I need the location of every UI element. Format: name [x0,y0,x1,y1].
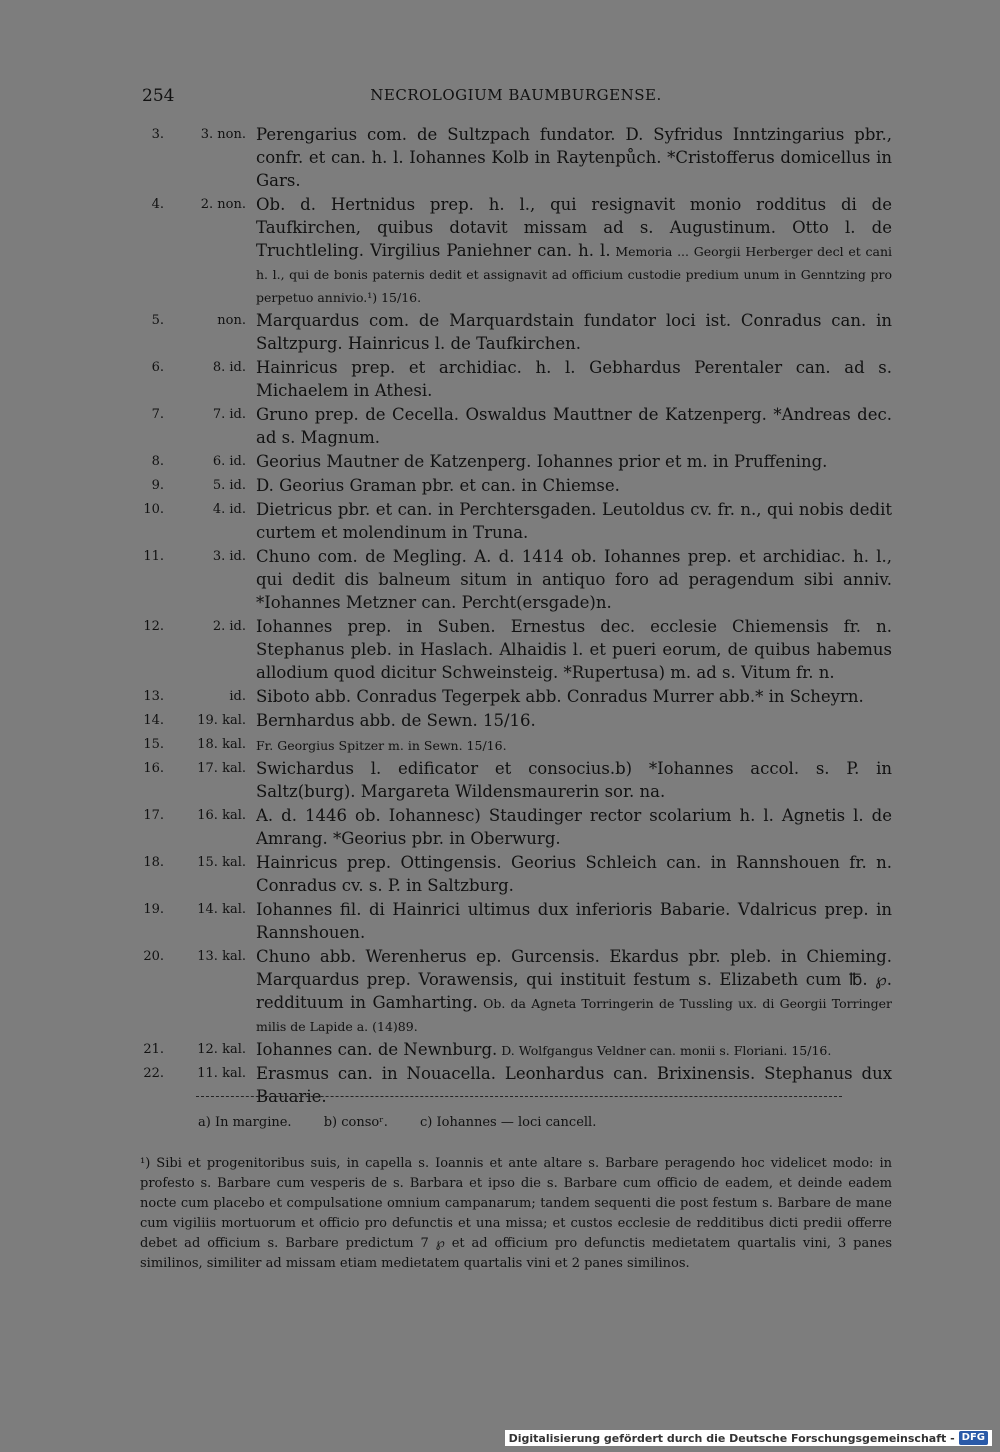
entry-main-text: Iohannes prep. in Suben. Ernestus dec. ecclesie Chiemensis fr. n. Stephanus pleb. in Haslach. Alhaidis l. et pueri eorum, de quibus habemus allodium quod dicitur Schweinsteig. *Rupertusa) m. ad s. Vitum fr. n. [256,617,892,682]
footnote-a: a) In margine. [198,1115,292,1130]
entry-day-number: 9. [151,478,164,493]
entry-main-text: Erasmus can. in Nouacella. Leonhardus can. Brixinensis. Stephanus dux Bauarie. [256,1064,892,1106]
credit-text: Digitalisierung gefördert durch die Deutsche Forschungsgemeinschaft - [508,1431,955,1445]
entry-day-number: 19. [143,902,164,917]
entry-main-text: Marquardus com. de Marquardstain fundator loci ist. Conradus can. in Saltzpurg. Hainricus l. de Taufkirchen. [256,311,892,353]
entry-roman-date: 16. kal. [197,808,246,823]
entry-text [256,709,892,732]
entry-roman-date: 2. non. [200,197,246,212]
entry-row [140,356,892,402]
entry-text [256,733,892,756]
entry-day-number: 20. [143,949,164,964]
entry-row [140,403,892,449]
entry-row [140,193,892,308]
entry-roman-date: 17. kal. [197,761,246,776]
entry-small-text: D. Wolfgangus Veldner can. monii s. Floriani. 15/16. [497,1043,832,1058]
page-header [142,86,890,110]
entry-text [256,851,892,897]
entry-day-number: 17. [143,808,164,823]
entry-main-text: Swichardus l. edificator et consocius.b) *Iohannes accol. s. P. in Saltz(burg). Margareta Wildensmaurerin sor. na. [256,759,892,801]
entry-roman-date: 4. id. [212,502,246,517]
entry-roman-date: 12. kal. [197,1042,246,1057]
entry-roman-date: 15. kal. [197,855,246,870]
entry-text [256,685,892,708]
entry-day-number: 13. [143,689,164,704]
entry-row [140,498,892,544]
entry-main-text: Bernhardus abb. de Sewn. 15/16. [256,711,536,730]
entry-day-number: 3. [151,127,164,142]
entry-row [140,1062,892,1108]
entry-row [140,804,892,850]
entry-row [140,123,892,192]
entry-main-text: Hainricus prep. et archidiac. h. l. Gebhardus Perentaler can. ad s. Michaelem in Athesi. [256,358,892,400]
entry-row [140,709,892,732]
page-number: 254 [142,86,175,106]
entry-roman-date: 3. id. [212,549,246,564]
entry-row [140,757,892,803]
entry-day-number: 8. [151,454,164,469]
entry-main-text: Dietricus pbr. et can. in Perchtersgaden. Leutoldus cv. fr. n., qui nobis dedit curtem et molendinum in Truna. [256,500,892,542]
footnote-c: c) Iohannes — loci cancell. [420,1115,597,1130]
entry-roman-date: 13. kal. [197,949,246,964]
entry-text [256,757,892,803]
entry-roman-date: 8. id. [212,360,246,375]
entry-text [256,309,892,355]
entry-text [256,945,892,1037]
entry-day-number: 11. [143,549,164,564]
entry-text [256,545,892,614]
entry-text [256,498,892,544]
entry-main-text: Chuno com. de Megling. A. d. 1414 ob. Iohannes prep. et archidiac. h. l., qui dedit dis balneum situm in antiquo foro ad peragendum sibi anniv. *Iohannes Metzner can. Percht(ersgade)n. [256,547,892,612]
entry-row [140,733,892,756]
entry-main-text: Chuno abb. Werenherus ep. Gurcensis. Ekardus pbr. pleb. in Chieming. Marquardus prep. Vorawensis, qui instituit festum s. Elizabeth cum ℔. ℘. reddituum in Gamharting. [256,947,892,1012]
entry-row [140,545,892,614]
footnote-1: ¹) Sibi et progenitoribus suis, in capella s. Ioannis et ante altare s. Barbare peragendo hoc videlicet modo: in profesto s. Barbare cum vesperis de s. Barbara et ipso die s. Barbare cum officio de eadem, et deinde eadem nocte cum placebo et compulsatione omnium campanarum; tandem sequenti die post festum s. Barbare de mane cum vigiliis mortuorum et officio pro defunctis et una missa; et custos ecclesie de redditibus dicti predii offerre debet ad officium s. Barbare predictum 7 ℘ et ad officium pro defunctis medietatem quartalis vini, 3 panes similinos, similiter ad missam etiam medietatem quartalis vini et 2 panes similinos. [140,1156,892,1271]
entry-roman-date: 7. id. [212,407,246,422]
footnote-b: b) consoʳ. [323,1115,388,1130]
entry-day-number: 16. [143,761,164,776]
entry-roman-date: 14. kal. [197,902,246,917]
entry-roman-date: 6. id. [212,454,246,469]
entry-main-text: Hainricus prep. Ottingensis. Georius Schleich can. in Rannshouen fr. n. Conradus cv. s. P. in Saltzburg. [256,853,892,895]
entry-row [140,309,892,355]
entry-text [256,123,892,192]
textual-footnotes [198,1115,624,1130]
entry-text [256,193,892,308]
entry-roman-date: 5. id. [212,478,246,493]
entry-small-text: Fr. Georgius Spitzer m. in Sewn. 15/16. [256,738,507,753]
entry-main-text: Iohannes can. de Newnburg. [256,1040,498,1059]
entry-day-number: 22. [143,1066,164,1081]
entry-roman-date: 3. non. [200,127,246,142]
entry-main-text: Georius Mautner de Katzenperg. Iohannes prior et m. in Pruffening. [256,452,828,471]
entry-text [256,898,892,944]
entry-text [256,356,892,402]
necrology-entries [140,123,892,1109]
entry-main-text: Ob. d. Hertnidus prep. h. l., qui resignavit monio rodditus di de Taufkirchen, quibus dotavit missam ad s. Augustinum. Otto l. de Truchtleling. Virgilius Paniehner can. h. l. [256,195,892,260]
entry-main-text: D. Georius Graman pbr. et can. in Chiemse. [256,476,620,495]
entry-day-number: 4. [151,197,164,212]
entry-main-text: Iohannes fil. di Hainrici ultimus dux inferioris Babarie. Vdalricus prep. in Rannshouen. [256,900,892,942]
entry-day-number: 18. [143,855,164,870]
entry-roman-date: 18. kal. [197,737,246,752]
entry-text [256,474,892,497]
entry-small-text: Memoria ... Georgii Herberger decl et cani h. l., qui de bonis paternis dedit et assignavit ad officium custodie predium unum in Genntzing pro perpetuo annivio.¹) 15/16. [256,244,892,305]
entry-main-text: Siboto abb. Conradus Tegerpek abb. Conradus Murrer abb.* in Scheyrn. [256,687,864,706]
entry-day-number: 10. [143,502,164,517]
entry-row [140,851,892,897]
entry-roman-date: 11. kal. [197,1066,246,1081]
dfg-logo: DFG [959,1431,988,1445]
entry-main-text: Gruno prep. de Cecella. Oswaldus Mauttner de Katzenperg. *Andreas dec. ad s. Magnum. [256,405,892,447]
entry-row [140,945,892,1037]
entry-row [140,898,892,944]
running-title: NECROLOGIUM BAUMBURGENSE. [370,86,662,104]
entry-roman-date: non. [217,313,246,328]
entry-roman-date: id. [229,689,246,704]
entry-day-number: 15. [143,737,164,752]
entry-row [140,1038,892,1061]
entry-day-number: 12. [143,619,164,634]
entry-day-number: 21. [143,1042,164,1057]
entry-small-text: Ob. da Agneta Torringerin de Tussling ux. di Georgii Torringer milis de Lapide a. (14)89. [256,996,892,1034]
entry-row [140,685,892,708]
footer-credit [505,1430,992,1446]
footnote-separator [196,1096,842,1097]
entry-text [256,450,892,473]
entry-main-text: A. d. 1446 ob. Iohannesc) Staudinger rector scolarium h. l. Agnetis l. de Amrang. *Georius pbr. in Oberwurg. [256,806,892,848]
entry-day-number: 7. [151,407,164,422]
entry-text [256,403,892,449]
entry-day-number: 6. [151,360,164,375]
entry-row [140,450,892,473]
entry-text [256,1038,892,1061]
entry-text [256,1062,892,1108]
entry-day-number: 14. [143,713,164,728]
entry-text [256,615,892,684]
entry-text [256,804,892,850]
entry-roman-date: 19. kal. [197,713,246,728]
entry-row [140,474,892,497]
entry-roman-date: 2. id. [212,619,246,634]
entry-main-text: Perengarius com. de Sultzpach fundator. D. Syfridus Inntzingarius pbr., confr. et can. h. l. Iohannes Kolb in Raytenpůch. *Cristofferus domicellus in Gars. [256,125,892,190]
entry-day-number: 5. [151,313,164,328]
entry-row [140,615,892,684]
